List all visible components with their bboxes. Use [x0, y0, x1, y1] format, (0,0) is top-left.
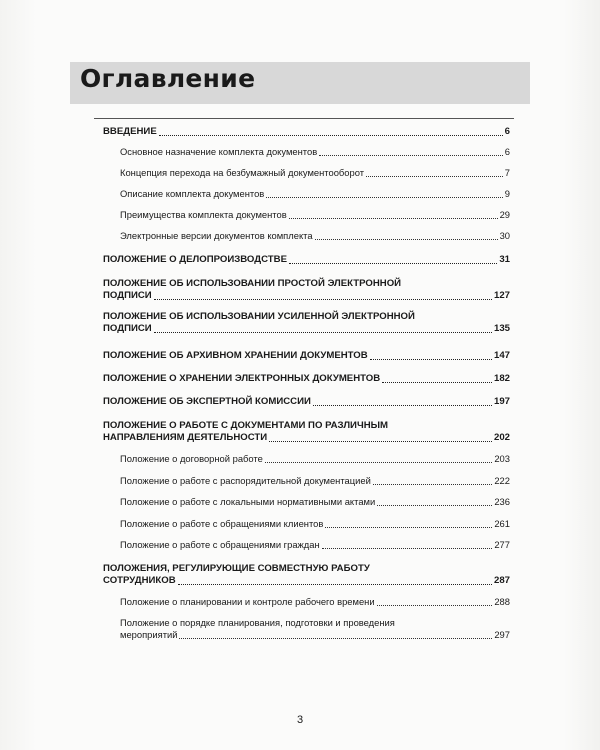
- toc-entry[interactable]: [103, 126, 510, 138]
- toc-entry-title: Положение о работе с локальными нормативными актами: [120, 496, 376, 507]
- toc-entry-title: Положение о работе с обращениями клиентов: [120, 518, 324, 529]
- toc-entry[interactable]: [120, 518, 510, 530]
- page-title: Оглавление: [80, 64, 256, 93]
- toc-page-number: 203: [494, 453, 510, 464]
- toc-entry-line: [120, 629, 510, 641]
- toc-leader-dots: [179, 637, 492, 639]
- toc-leader-dots: [325, 526, 492, 528]
- toc-entry-title: НАПРАВЛЕНИЯМ ДЕЯТЕЛЬНОСТИ: [103, 432, 268, 443]
- toc-page-number: 135: [493, 323, 510, 334]
- toc-entry[interactable]: [103, 311, 510, 335]
- toc-entry-title: ПОЛОЖЕНИЕ ОБ ЭКСПЕРТНОЙ КОМИССИИ: [103, 396, 311, 407]
- toc-page-number: 30: [499, 230, 510, 241]
- toc-entry-title: Положение о договорной работе: [120, 453, 263, 464]
- toc-entry-title-line: ПОЛОЖЕНИЕ ОБ ИСПОЛЬЗОВАНИИ УСИЛЕННОЙ ЭЛЕКТРОННОЙ: [103, 311, 415, 322]
- toc-entry-title: Преимущества комплекта документов: [120, 209, 287, 220]
- toc-page-number: 222: [494, 475, 510, 486]
- toc-entry[interactable]: [103, 350, 510, 362]
- toc-entry[interactable]: [120, 596, 510, 608]
- toc-entry-title: Концепция перехода на безбумажный документооборот: [120, 167, 365, 178]
- page-number: 3: [296, 714, 304, 726]
- toc-entry-line: [120, 188, 510, 200]
- toc-entry[interactable]: [103, 373, 510, 385]
- toc-entry[interactable]: [120, 230, 510, 242]
- toc-entry-line: [120, 539, 510, 551]
- toc-leader-dots: [366, 175, 503, 177]
- toc-entry-title-line: ПОЛОЖЕНИЕ ОБ ИСПОЛЬЗОВАНИИ ПРОСТОЙ ЭЛЕКТРОННОЙ: [103, 278, 402, 289]
- toc-page-number: 29: [499, 209, 510, 220]
- toc-entry-title: ПОДПИСИ: [103, 323, 152, 334]
- toc-entry-title-line: Положение о порядке планирования, подготовки и проведения: [120, 617, 395, 628]
- toc-entry-line: [120, 146, 510, 158]
- toc-leader-dots: [178, 583, 492, 585]
- toc-entry[interactable]: [103, 396, 510, 408]
- toc-leader-dots: [289, 217, 498, 219]
- toc-entry-title: Описание комплекта документов: [120, 188, 265, 199]
- toc-entry-title: ПОЛОЖЕНИЕ О ДЕЛОПРОИЗВОДСТВЕ: [103, 254, 287, 265]
- toc-entry-line: [120, 518, 510, 530]
- toc-entry-line: [120, 596, 510, 608]
- toc-page-number: 261: [494, 518, 510, 529]
- toc-entry-title: Положение о планировании и контроле рабочего времени: [120, 596, 375, 607]
- toc-entry-line: [103, 350, 510, 362]
- toc-entry-title: ПОДПИСИ: [103, 290, 152, 301]
- toc-entry-line: [103, 575, 510, 587]
- toc-entry-title: ПОЛОЖЕНИЕ О ХРАНЕНИИ ЭЛЕКТРОННЫХ ДОКУМЕНТОВ: [103, 373, 381, 384]
- toc-page-number: 288: [494, 596, 510, 607]
- toc-page-number: 6: [504, 146, 510, 157]
- toc-leader-dots: [159, 134, 503, 136]
- toc-page-number: 182: [493, 373, 510, 384]
- toc-entry[interactable]: [103, 278, 510, 302]
- toc-page-number: 9: [504, 188, 510, 199]
- toc-entry[interactable]: [120, 539, 510, 551]
- toc-entry[interactable]: [120, 146, 510, 158]
- toc-leader-dots: [154, 298, 492, 300]
- toc-entry[interactable]: [103, 420, 510, 444]
- toc-entry[interactable]: [120, 167, 510, 179]
- toc-entry-line: [103, 126, 510, 138]
- toc-entry-line: [103, 396, 510, 408]
- toc-entry[interactable]: [120, 617, 510, 641]
- toc-entry-title: Положение о работе с обращениями граждан: [120, 539, 320, 550]
- toc-entry-line: [103, 290, 510, 302]
- toc-page-number: 197: [493, 396, 510, 407]
- toc-leader-dots: [266, 196, 503, 198]
- toc-entry-line: [103, 323, 510, 335]
- toc-entry-line: [120, 209, 510, 221]
- toc-entry[interactable]: [103, 563, 510, 587]
- toc-entry-line: [120, 167, 510, 179]
- toc-entry-title: ПОЛОЖЕНИЕ ОБ АРХИВНОМ ХРАНЕНИИ ДОКУМЕНТОВ: [103, 350, 368, 361]
- toc-page-number: 147: [493, 350, 510, 361]
- toc-entry-title: СОТРУДНИКОВ: [103, 575, 176, 586]
- toc-leader-dots: [370, 358, 492, 360]
- toc-entry-line: [103, 254, 510, 266]
- toc-leader-dots: [373, 483, 493, 485]
- toc-page-number: 31: [499, 254, 510, 265]
- toc-page-number: 287: [493, 575, 510, 586]
- toc-page-number: 297: [494, 629, 510, 640]
- toc-entry[interactable]: [120, 453, 510, 465]
- toc-entry-title-line: ПОЛОЖЕНИЯ, РЕГУЛИРУЮЩИЕ СОВМЕСТНУЮ РАБОТУ: [103, 563, 370, 574]
- toc-entry-title: ВВЕДЕНИЕ: [103, 126, 157, 137]
- toc-leader-dots: [315, 238, 498, 240]
- toc-page-number: 7: [504, 167, 510, 178]
- toc-page-number: 236: [494, 496, 510, 507]
- toc-page-number: 6: [504, 126, 510, 137]
- toc-entry-line: [120, 475, 510, 487]
- toc-leader-dots: [289, 262, 497, 264]
- toc-entry[interactable]: [120, 496, 510, 508]
- toc-leader-dots: [319, 154, 503, 156]
- toc-entry-title-line: ПОЛОЖЕНИЕ О РАБОТЕ С ДОКУМЕНТАМИ ПО РАЗЛИЧНЫМ: [103, 420, 389, 431]
- toc-leader-dots: [154, 331, 492, 333]
- toc-page-number: 277: [494, 539, 510, 550]
- toc-page-number: 127: [493, 290, 510, 301]
- toc-leader-dots: [377, 604, 493, 606]
- toc-leader-dots: [265, 461, 493, 463]
- toc-entry[interactable]: [103, 254, 510, 266]
- toc-leader-dots: [377, 504, 492, 506]
- toc-leader-dots: [269, 440, 492, 442]
- toc-leader-dots: [382, 381, 492, 383]
- toc-entry-title: Основное назначение комплекта документов: [120, 146, 318, 157]
- toc-entry-line: [103, 432, 510, 444]
- toc-entry-line: [103, 373, 510, 385]
- toc-entry-line: [120, 453, 510, 465]
- toc-entry-title: Электронные версии документов комплекта: [120, 230, 313, 241]
- toc-entry[interactable]: [120, 209, 510, 221]
- toc-entry-line: [120, 230, 510, 242]
- toc-entry[interactable]: [120, 475, 510, 487]
- toc-leader-dots: [313, 404, 492, 406]
- toc-entry-title: Положение о работе с распорядительной документацией: [120, 475, 371, 486]
- toc-entry-title: мероприятий: [120, 629, 178, 640]
- toc-entry-line: [120, 496, 510, 508]
- toc-entry[interactable]: [120, 188, 510, 200]
- title-rule: [94, 118, 514, 119]
- toc-page-number: 202: [493, 432, 510, 443]
- toc-leader-dots: [322, 547, 493, 549]
